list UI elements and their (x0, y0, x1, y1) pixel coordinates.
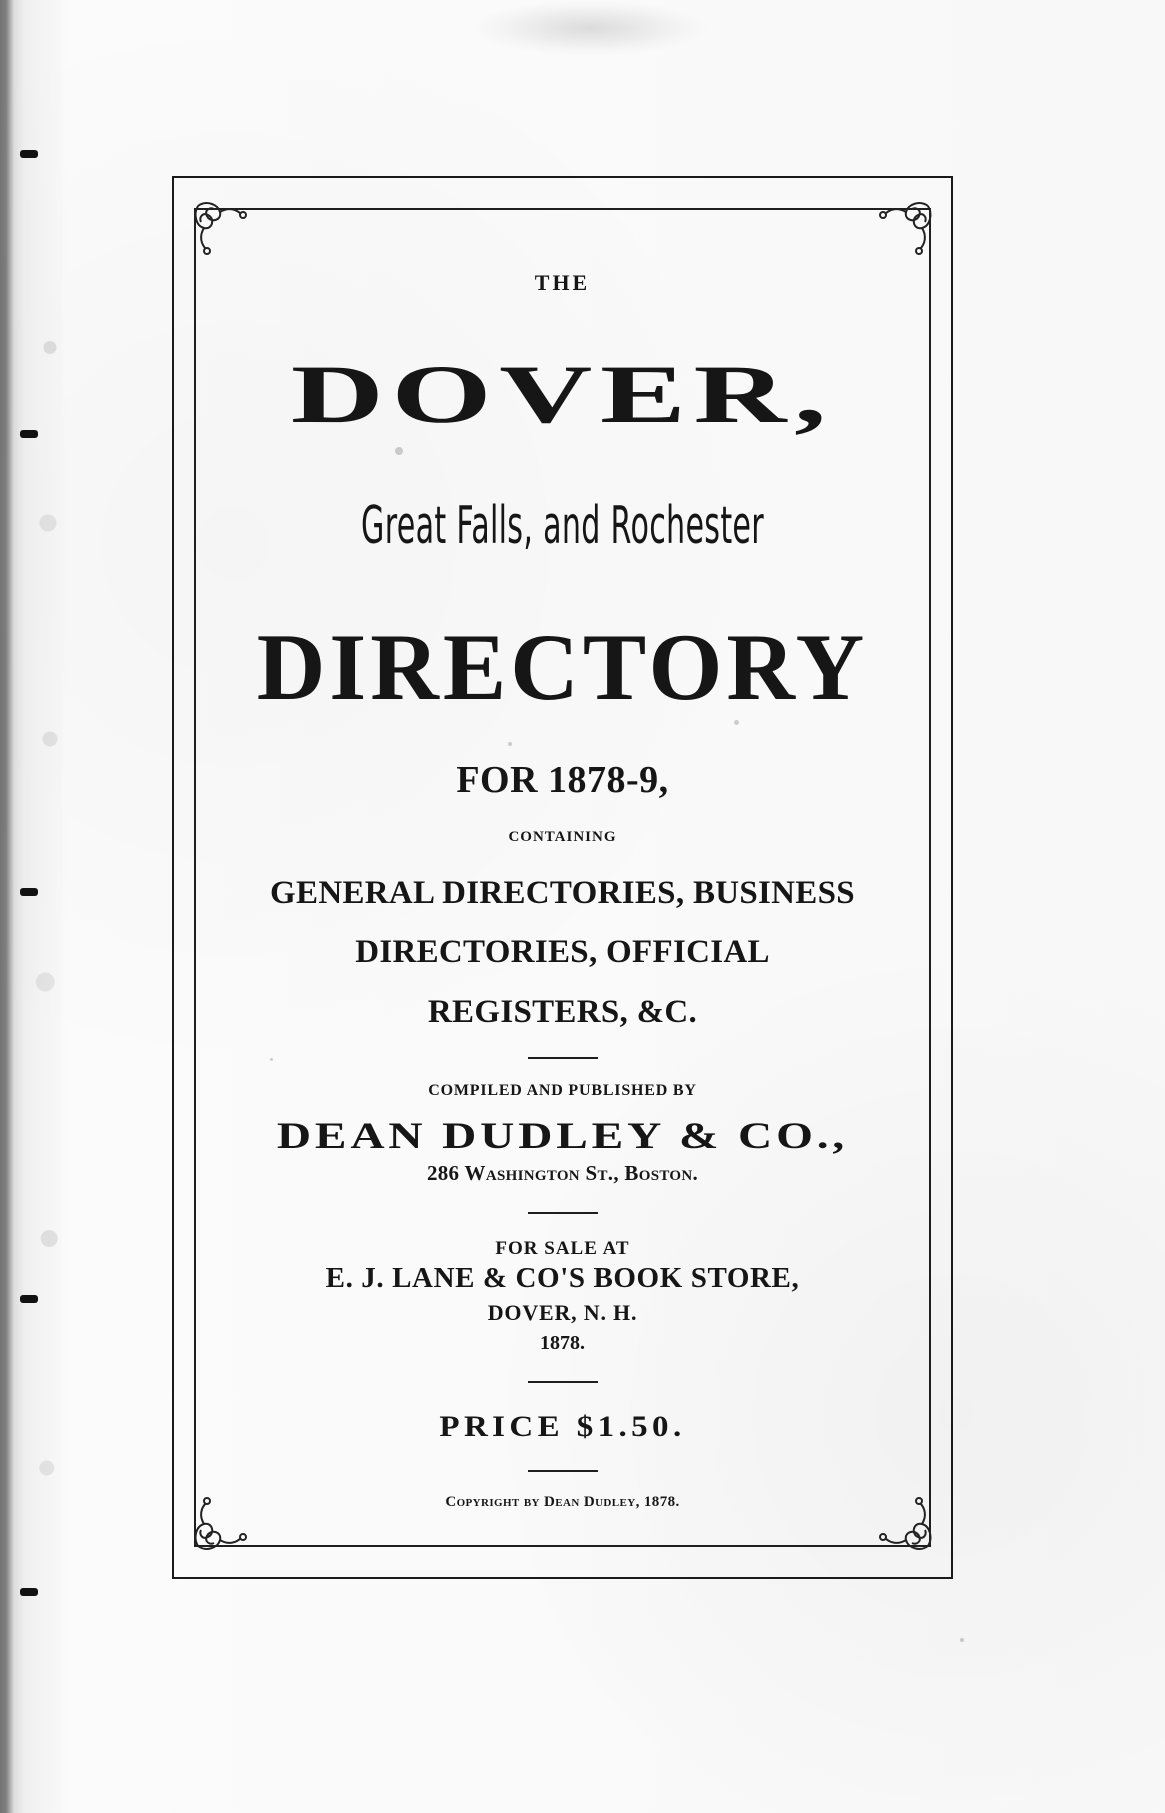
paper-speck (508, 742, 512, 746)
binding-notch (20, 888, 38, 896)
paper-speck (960, 1638, 964, 1642)
description-line: DIRECTORIES, OFFICIAL (355, 934, 770, 970)
paper-speck (734, 720, 739, 725)
publisher-address: 286 Washington St., Boston. (426, 1161, 699, 1185)
containing-label: CONTAINING (508, 829, 617, 845)
document-heading: DIRECTORY (256, 614, 869, 720)
divider-rule (528, 1057, 598, 1059)
binding-notch (20, 150, 38, 158)
paper-speck (395, 447, 403, 455)
document-subtitle: Great Falls, and Rochester (361, 496, 764, 556)
publication-year: 1878. (540, 1332, 585, 1354)
price-line: PRICE $1.50. (439, 1410, 686, 1443)
description-line: GENERAL DIRECTORIES, BUSINESS (270, 875, 855, 911)
for-sale-label: FOR SALE AT (495, 1238, 630, 1259)
top-shadow (470, 0, 710, 56)
seller-location: DOVER, N. H. (487, 1300, 638, 1325)
paper-speck (270, 1058, 273, 1061)
document-title: DOVER, (290, 348, 835, 440)
title-page-content (194, 208, 931, 1547)
binding-notch (20, 1588, 38, 1596)
divider-rule (528, 1470, 598, 1472)
intro-word: THE (534, 270, 591, 295)
divider-rule (528, 1381, 598, 1383)
publisher-name: DEAN DUDLEY & CO., (276, 1116, 849, 1157)
binding-notch (20, 1295, 38, 1303)
seller-name: E. J. LANE & CO'S BOOK STORE, (325, 1262, 800, 1294)
compiled-by-label: COMPILED AND PUBLISHED BY (428, 1082, 697, 1099)
description-line: REGISTERS, &C. (427, 994, 698, 1030)
edition-line: FOR 1878-9, (456, 759, 669, 801)
divider-rule (528, 1212, 598, 1214)
scan-marks (26, 280, 66, 1630)
copyright-line: Copyright by Dean Dudley, 1878. (445, 1494, 680, 1510)
